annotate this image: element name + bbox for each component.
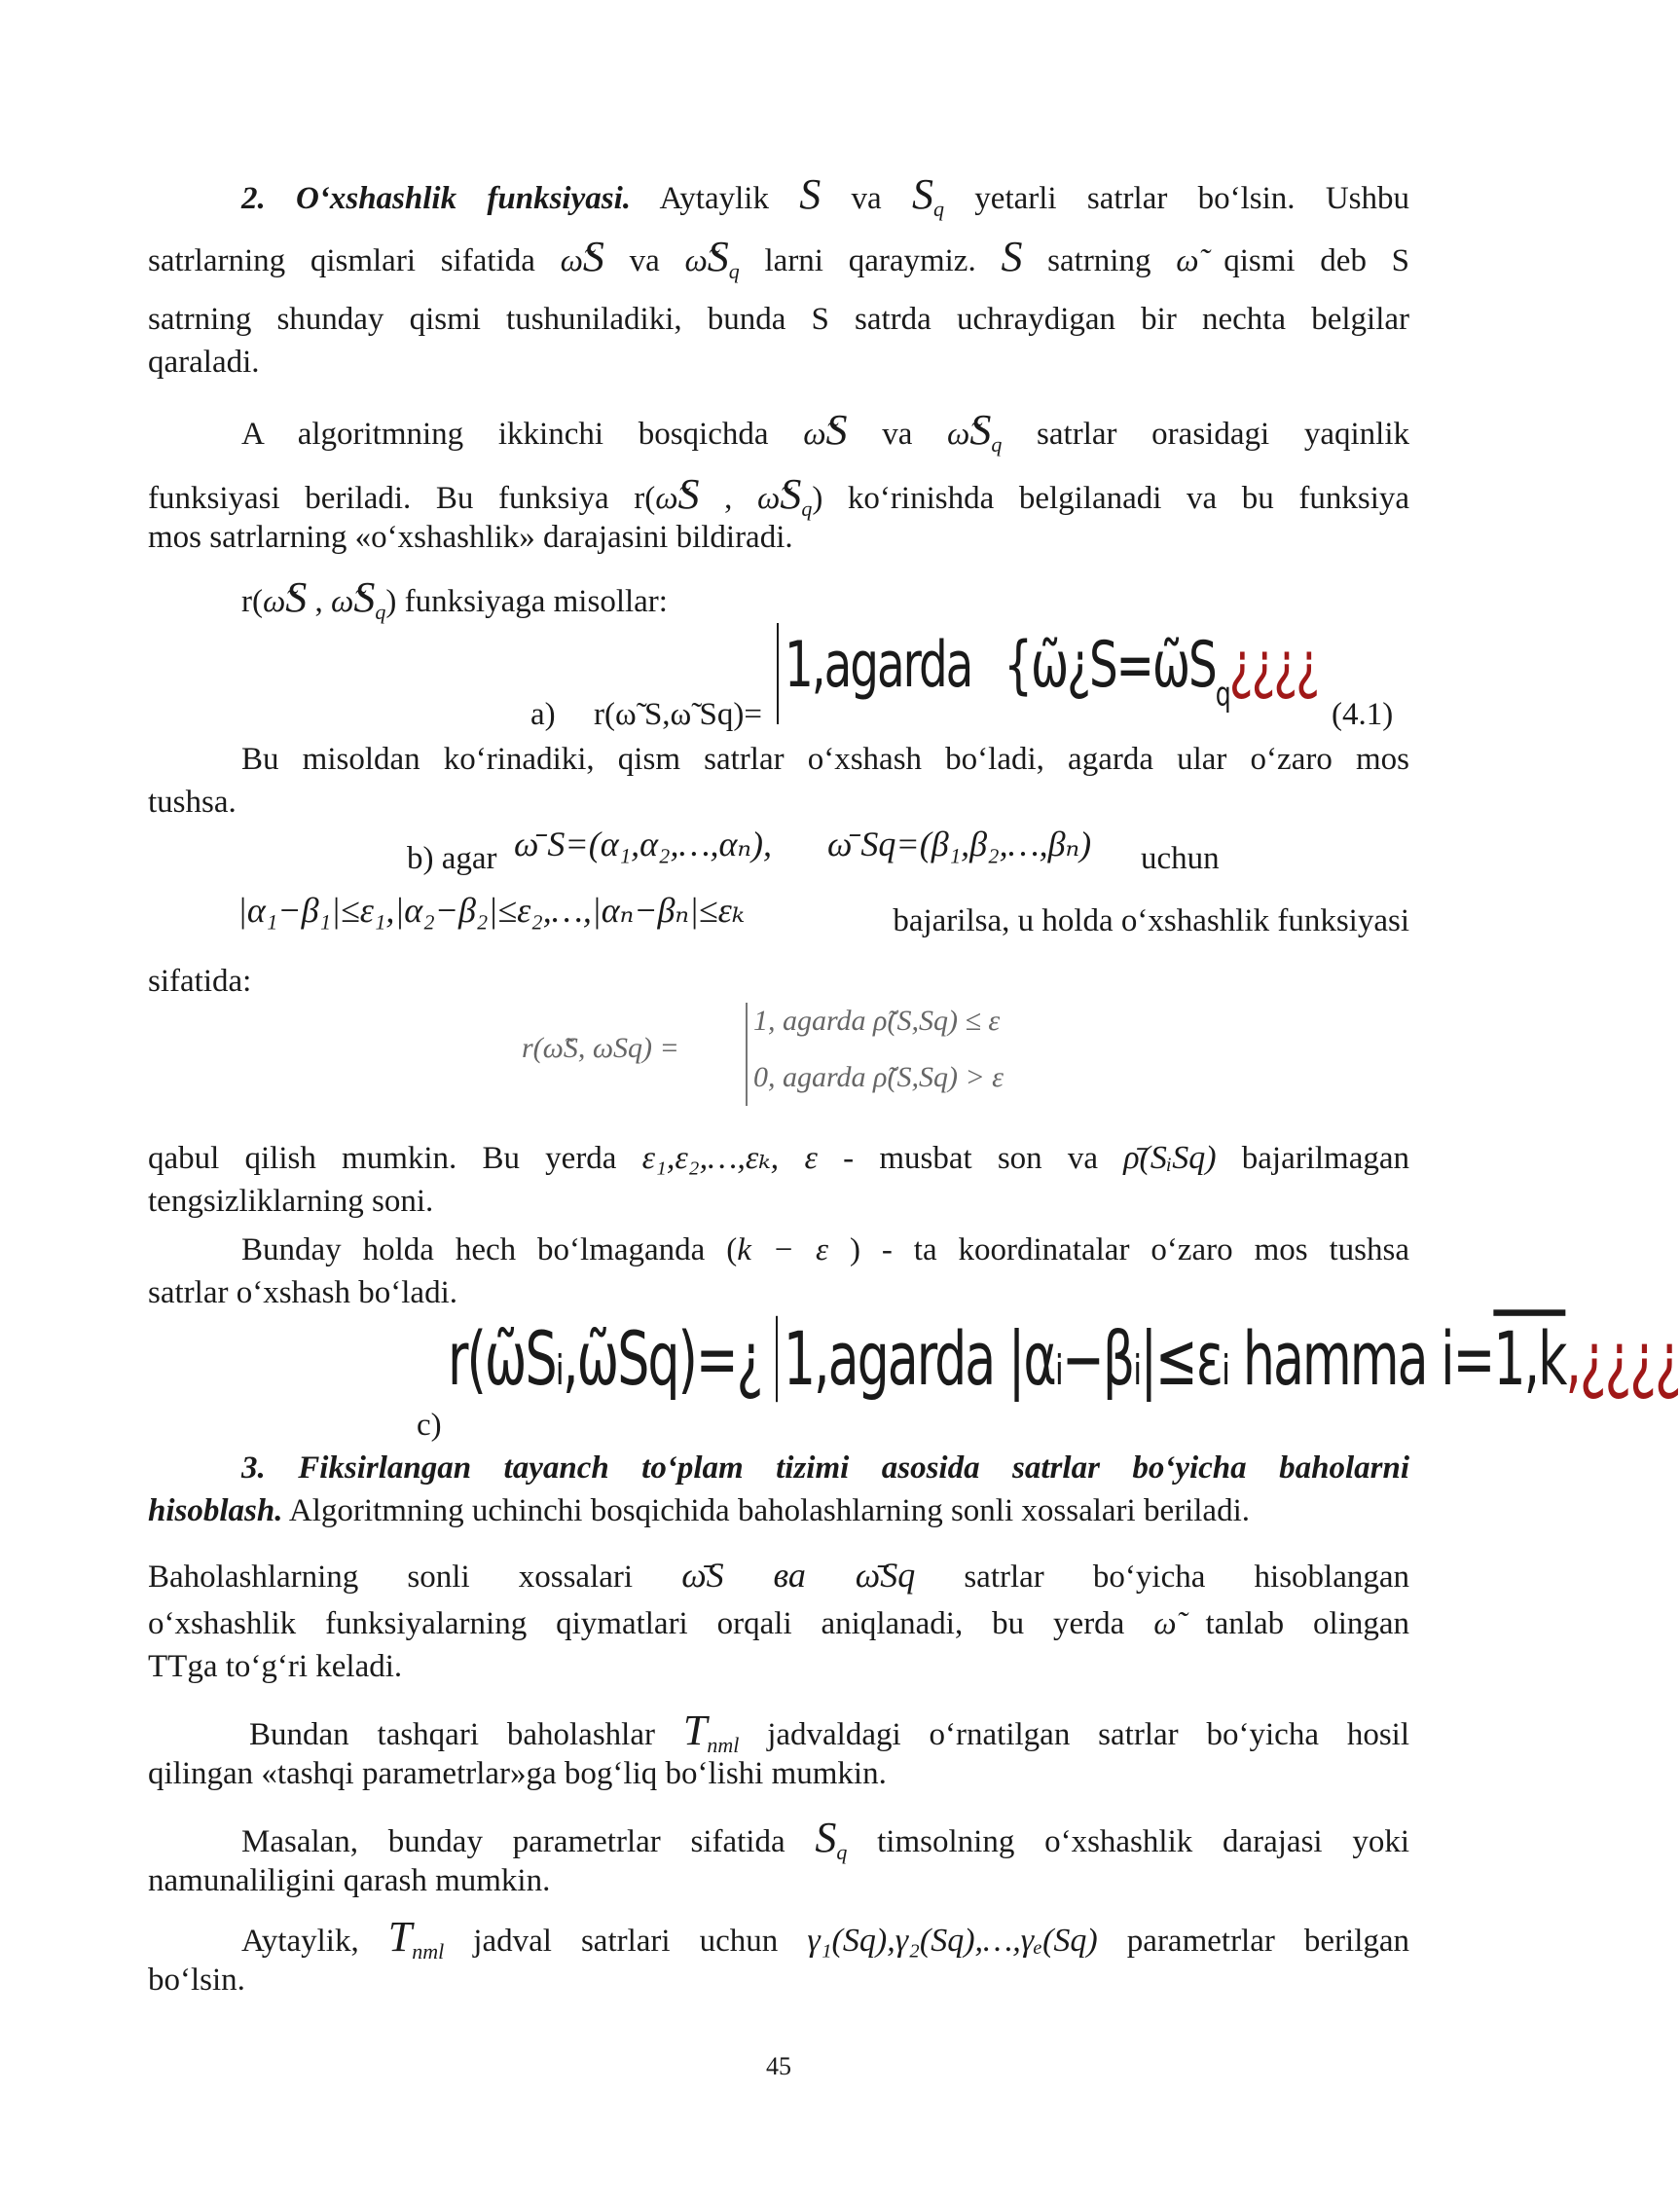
omega-symbol: ω̃ xyxy=(803,417,826,452)
text: yetarli satrlar bo‘lsin. Ushbu xyxy=(974,181,1410,216)
math-rho: ρ̄(SᵢSq) xyxy=(1123,1140,1217,1176)
math-sub: q xyxy=(801,496,813,521)
equation-number: (4.1) xyxy=(1332,697,1394,732)
example-b-inequality: |α₁−β₁|≤ε₁,|α₂−β₂|≤ε₂,…,|αₙ−βₙ|≤εₖ xyxy=(237,891,745,930)
text: tanlab olingan xyxy=(1205,1606,1410,1641)
math-sq: S xyxy=(969,406,992,454)
math-sub: nml xyxy=(707,1733,740,1757)
para3-line3 xyxy=(241,1229,1409,1271)
text: bajarilmagan xyxy=(1241,1141,1410,1176)
text: Algoritmning uchinchi bosqichida baholashlarning sonli xossalari beriladi. xyxy=(288,1493,1250,1528)
piecewise-brace xyxy=(746,1003,748,1106)
text: ,¿¿¿¿ xyxy=(1565,1315,1680,1403)
math-omega-s: ω̄S ва ω̄Sq xyxy=(681,1556,916,1595)
text: Baholashlarning sonli xossalari xyxy=(148,1560,634,1595)
example-b-uchun: uchun xyxy=(1141,841,1220,876)
para3-line4: satrlar o‘xshash bo‘ladi. xyxy=(148,1275,457,1310)
math-s: S xyxy=(285,573,308,621)
omega-symbol: ω̃ xyxy=(947,417,970,452)
para3-line1 xyxy=(148,1137,1409,1180)
text: va xyxy=(851,181,882,216)
math-sq: S xyxy=(707,233,729,280)
math-t: T xyxy=(387,1913,413,1961)
text: timsolning o‘xshashlik darajasi yoki xyxy=(877,1824,1410,1859)
math-s: S xyxy=(799,170,822,218)
example-a-brace xyxy=(777,623,779,724)
text: satrning xyxy=(1047,243,1151,278)
omega-symbol: ω̃ xyxy=(1153,1606,1177,1641)
section2-line1 xyxy=(241,170,1410,231)
math-epsilon: ε₁,ε₂,…,εₖ, ε xyxy=(641,1140,818,1176)
math-s: S xyxy=(677,470,700,518)
math-sq: S xyxy=(353,573,376,621)
text: parametrlar berilgan xyxy=(1126,1924,1410,1959)
text: Bundan tashqari baholashlar xyxy=(249,1717,655,1752)
text: satrlarning qismlari sifatida xyxy=(148,243,535,278)
example-a-lhs: r(ω̃ S,ω̃ Sq)= xyxy=(594,697,762,732)
text: 1,k xyxy=(1493,1315,1566,1403)
math-sub: q xyxy=(375,600,386,624)
text: Aytaylik, xyxy=(241,1924,359,1959)
section3-line3 xyxy=(148,1554,1409,1598)
section3-line5: TTga to‘g‘ri keladi. xyxy=(148,1649,403,1684)
math-sub: q xyxy=(728,259,740,283)
omega-symbol: ω̃ xyxy=(655,481,678,516)
example-a-case xyxy=(785,629,1318,715)
math-t: T xyxy=(682,1707,708,1754)
text: {ω̃¿S=ω̃S xyxy=(1004,629,1216,703)
omega-symbol: ω̃ xyxy=(560,243,583,278)
example-c-label: c) xyxy=(417,1408,442,1443)
math-s: S xyxy=(825,406,848,454)
section2-title: 2. O‘xshashlik funksiyasi. xyxy=(241,181,631,216)
piecewise-lhs: r(ω̃S, ωSq) = xyxy=(522,1032,679,1064)
para5-line2: namunaliligini qarash mumkin. xyxy=(148,1863,551,1898)
example-b-label: b) agar xyxy=(407,841,497,876)
omega-symbol: ω̃ xyxy=(684,243,708,278)
omega-symbol: ω̃ xyxy=(1176,243,1199,278)
text: jadvaldagi o‘rnatilgan satrlar bo‘yicha hosil xyxy=(767,1717,1410,1752)
para2-line1 xyxy=(241,406,1409,466)
example-b-sifatida: sifatida: xyxy=(148,964,252,999)
math-sub: q xyxy=(933,197,944,221)
text: o‘xshashlik funksiyalarning qiymatlari orqali aniqlanadi, bu yerda xyxy=(148,1606,1125,1641)
text: r(ω̃Sᵢ,ω̃Sq)=¿ xyxy=(448,1315,762,1403)
math-sq: S xyxy=(780,470,802,518)
text: - musbat son va xyxy=(843,1141,1099,1176)
section2-line4: qaraladi. xyxy=(148,345,260,380)
math-sub: nml xyxy=(412,1939,445,1963)
text: jadval satrlari uchun xyxy=(473,1924,779,1959)
section3-title-end: hisoblash. xyxy=(148,1493,283,1528)
text: ko‘rinishda belgilanadi va bu funksiya xyxy=(847,481,1410,516)
after-a-line2: tushsa. xyxy=(148,785,237,820)
math-sq: S xyxy=(912,170,933,218)
page-number: 45 xyxy=(766,2052,791,2080)
text: Bunday holda hech bo‘lmaganda ( xyxy=(241,1232,738,1267)
para3-line2: tengsizliklarning soni. xyxy=(148,1184,434,1219)
text: va xyxy=(882,417,913,452)
example-b-tail: bajarilsa, u holda o‘xshashlik funksiyasi xyxy=(893,903,1409,938)
example-c-formula xyxy=(448,1316,1680,1402)
text: satrlar orasidagi yaqinlik xyxy=(1037,417,1409,452)
text: funksiyasi beriladi. Bu funksiya r( xyxy=(148,481,656,516)
math-k-epsilon: k − ε xyxy=(737,1232,829,1267)
section2-line2 xyxy=(148,233,1410,293)
section2-line3: satrning shunday qismi tushuniladiki, bunda S satrda uchraydigan bir nechta belgilar xyxy=(148,302,1409,337)
omega-symbol: ω̃ xyxy=(331,584,354,619)
para6-line2: bo‘lsin. xyxy=(148,1963,245,1998)
math-s: S xyxy=(1001,233,1023,280)
piecewise-case1: 1, agarda ρ̃(S,Sq) ≤ ε xyxy=(753,1005,1001,1037)
para2-line2: funksiyasi beriladi. Bu funksiya r(ω̃S , $\omegãS_q$) ko‘rinishda belgilanadi va bu funksiya xyxy=(148,470,1410,521)
section3-title: 3. Fiksirlangan tayanch to‘plam tizimi asosida satrlar bo‘yicha baholarni xyxy=(241,1450,1409,1486)
para2-line3: mos satrlarning «o‘xshashlik» darajasini bildiradi. xyxy=(148,520,793,555)
piecewise-case2: 0, agarda ρ̃(S,Sq) > ε xyxy=(753,1061,1004,1093)
section3-line2 xyxy=(148,1489,1409,1532)
text: qabul qilish mumkin. Bu yerda xyxy=(148,1141,617,1176)
text: Aytaylik xyxy=(659,181,769,216)
omega-symbol: ω̃ xyxy=(262,584,286,619)
text: 1,agarda xyxy=(785,629,972,703)
math-gamma: γ₁(Sq),γ₂(Sq),…,γₑ(Sq) xyxy=(807,1923,1098,1959)
math-s: S xyxy=(582,233,604,280)
math-sq: S xyxy=(815,1814,837,1861)
text: va xyxy=(629,243,660,278)
text: satrlar bo‘yicha hisoblangan xyxy=(964,1560,1409,1595)
text: q xyxy=(1215,674,1229,715)
example-b-vec1: ω̄ S=(α₁,α₂,…,αₙ), xyxy=(514,825,773,863)
text: 1,agarda |αᵢ−βᵢ|≤εᵢ hamma i= xyxy=(776,1316,1494,1402)
after-a-line1: Bu misoldan ko‘rinadiki, qism satrlar o‘xshash bo‘ladi, agarda ular o‘zaro mos xyxy=(241,742,1409,777)
para4-line2: qilingan «tashqi parametrlar»ga bog‘liq bo‘lishi mumkin. xyxy=(148,1756,887,1791)
text: r( xyxy=(241,584,263,619)
text: qismi deb S xyxy=(1223,243,1410,278)
para2-line4: r(ω̃S , $\omegãS_q$) funksiyaga misollar: xyxy=(241,573,668,624)
example-b-vec2: ω̄ Sq=(β₁,β₂,…,βₙ) xyxy=(827,825,1092,863)
example-a-label: a) xyxy=(530,697,556,732)
omega-symbol: ω̃ xyxy=(757,481,781,516)
text: A algoritmning ikkinchi bosqichda xyxy=(241,417,769,452)
section3-line4 xyxy=(148,1602,1409,1645)
text: ) - ta koordinatalar o‘zaro mos tushsa xyxy=(849,1232,1410,1267)
text: larni qaraymiz. xyxy=(764,243,976,278)
math-sub: q xyxy=(991,432,1003,457)
text: ) xyxy=(812,481,823,516)
text: ) funksiyaga misollar: xyxy=(385,584,668,619)
text: ¿¿¿¿ xyxy=(1228,629,1319,703)
text: Masalan, bunday parametrlar sifatida xyxy=(241,1824,785,1859)
math-sub: q xyxy=(836,1840,848,1864)
